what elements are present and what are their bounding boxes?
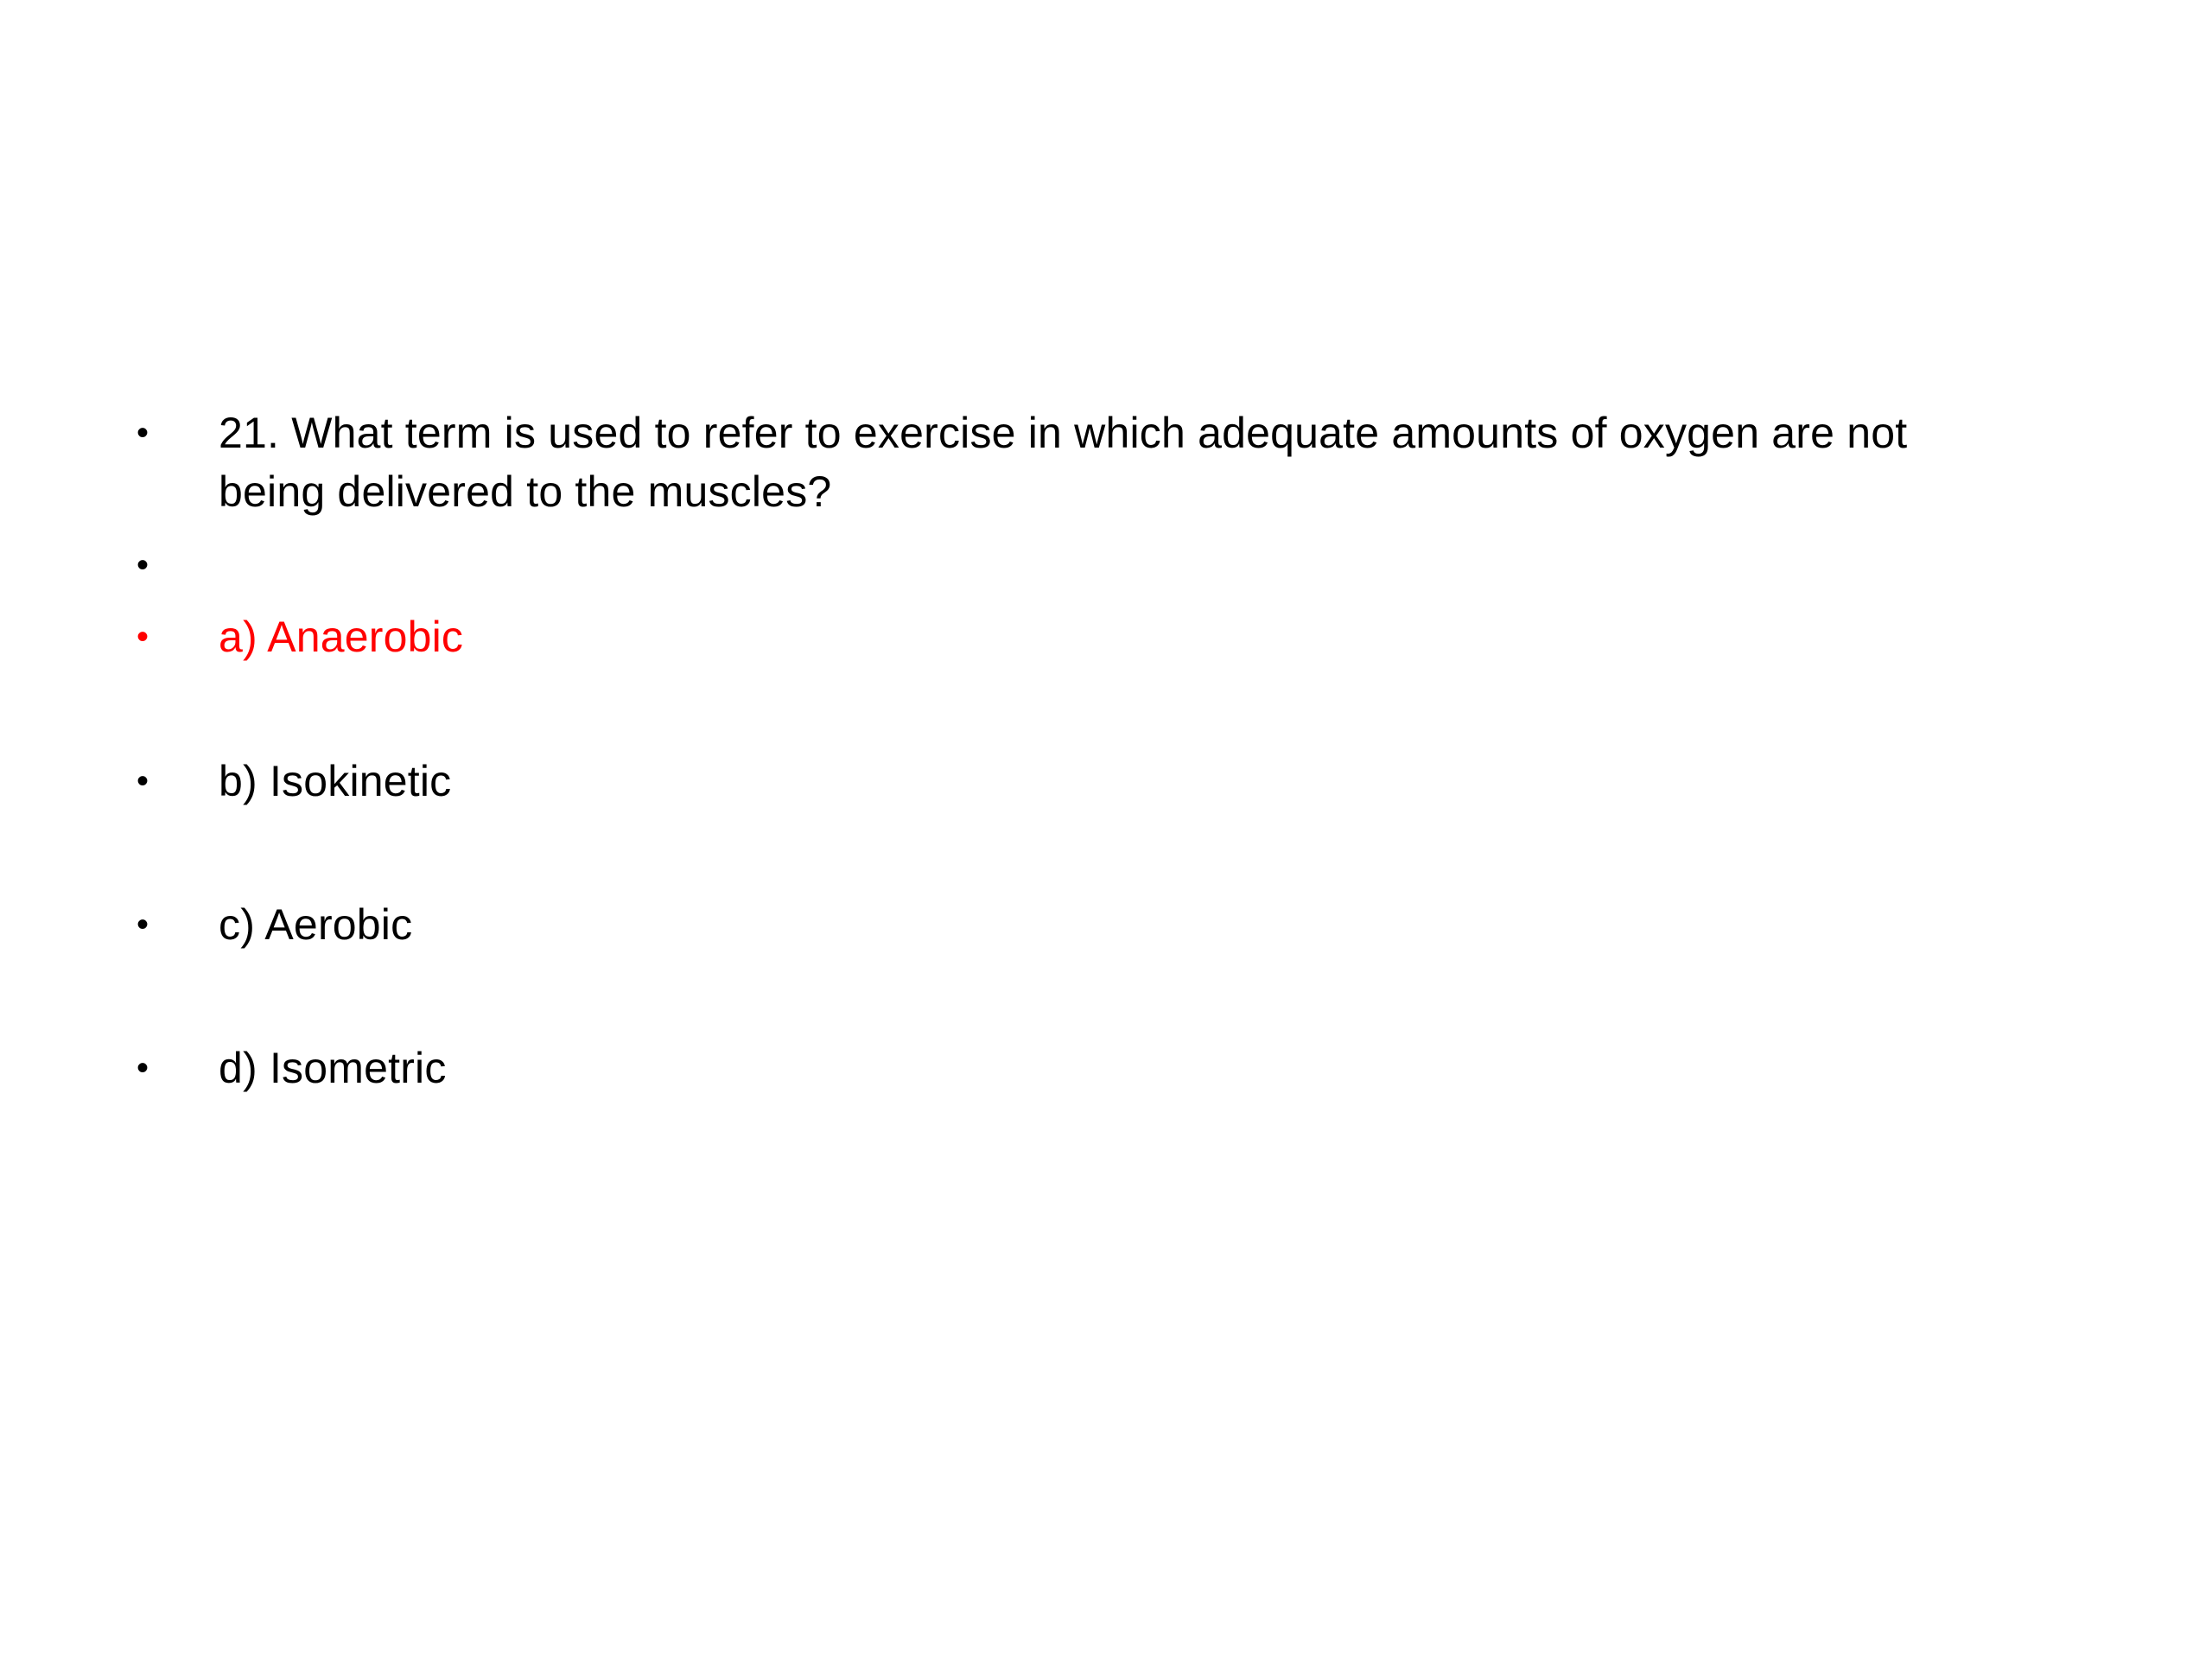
question-text: 21. What term is used to refer to exercise in which adequate amounts of oxygen are not being delivered to the muscles? bbox=[219, 409, 1908, 516]
bullet-icon: • bbox=[136, 1049, 149, 1087]
option-label: b) Isokinetic bbox=[219, 757, 452, 805]
bullet-icon: • bbox=[136, 762, 149, 800]
bullet-icon: • bbox=[136, 546, 149, 584]
bullet-icon: • bbox=[136, 618, 149, 656]
bullet-icon: • bbox=[136, 906, 149, 944]
option-label: c) Aerobic bbox=[219, 900, 413, 949]
option-label: a) Anaerobic bbox=[219, 613, 464, 661]
bullet-icon: • bbox=[136, 414, 149, 452]
option-label: d) Isometric bbox=[219, 1044, 447, 1092]
